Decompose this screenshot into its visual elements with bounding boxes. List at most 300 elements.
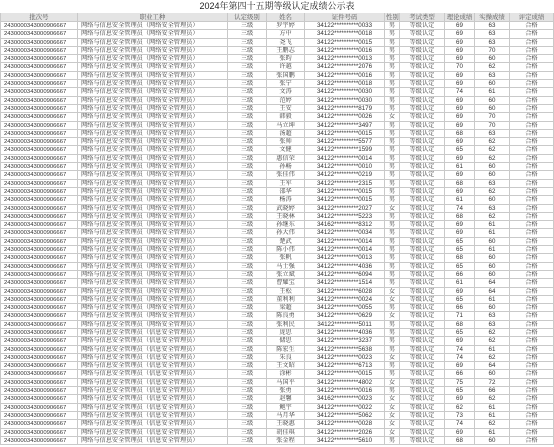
batch-cell: 2430000343000906667 — [0, 271, 78, 279]
practical-score-cell: 63 — [475, 30, 510, 38]
batch-cell: 2430000343000906667 — [0, 346, 78, 354]
occupation-cell: 网络与信息安全管理员（网络安全管理员） — [78, 72, 228, 80]
table-row — [0, 63, 554, 71]
exam-type-cell: 等级认定 — [400, 395, 445, 403]
batch-cell: 2430000343000906667 — [0, 55, 78, 63]
name-cell: 涂彬 — [267, 370, 305, 378]
exam-type-cell: 等级认定 — [400, 437, 445, 445]
practical-score-cell: 66 — [475, 387, 510, 395]
batch-cell: 2430000343000906667 — [0, 395, 78, 403]
level-cell: 三级 — [228, 387, 267, 395]
theory-score-cell: 71 — [445, 312, 475, 320]
gender-cell: 男 — [385, 30, 400, 38]
table-row — [0, 196, 554, 204]
id-number-cell: 34122**********2076 — [305, 63, 385, 71]
exam-type-cell: 等级认定 — [400, 97, 445, 105]
theory-score-cell: 65 — [445, 329, 475, 337]
practical-score-cell: 64 — [475, 279, 510, 287]
table-row — [0, 271, 554, 279]
name-cell: 尧飞 — [267, 39, 305, 47]
exam-type-cell: 等级认定 — [400, 205, 445, 213]
level-cell: 三级 — [228, 379, 267, 387]
occupation-cell: 网络与信息安全管理员（网络安全管理员） — [78, 122, 228, 130]
batch-cell: 2430000343000906667 — [0, 22, 78, 30]
level-cell: 三级 — [228, 63, 267, 71]
name-cell: 文健 — [267, 146, 305, 154]
batch-cell: 2430000343000906667 — [0, 213, 78, 221]
level-cell: 三级 — [228, 404, 267, 412]
occupation-cell: 网络与信息安全管理员（信息安全管理员） — [78, 395, 228, 403]
name-cell: 王晓林 — [267, 213, 305, 221]
gender-cell: 男 — [385, 229, 400, 237]
theory-score-cell: 69 — [445, 171, 475, 179]
id-number-cell: 34122**********6713 — [305, 362, 385, 370]
table-row — [0, 130, 554, 138]
gender-cell: 男 — [385, 337, 400, 345]
result-cell: 合格 — [510, 271, 554, 279]
practical-score-cell: 60 — [475, 97, 510, 105]
batch-cell: 2430000343000906667 — [0, 337, 78, 345]
id-number-cell: 34122**********0219 — [305, 171, 385, 179]
result-cell: 合格 — [510, 238, 554, 246]
occupation-cell: 网络与信息安全管理员（信息安全管理员） — [78, 404, 228, 412]
result-cell: 合格 — [510, 362, 554, 370]
theory-score-cell: 69 — [445, 113, 475, 121]
theory-score-cell: 65 — [445, 246, 475, 254]
name-cell: 庞思 — [267, 329, 305, 337]
table-row — [0, 122, 554, 130]
batch-cell: 2430000343000906667 — [0, 238, 78, 246]
name-cell: 范婷 — [267, 97, 305, 105]
name-cell: 马国平 — [267, 379, 305, 387]
id-number-cell: 34122**********0022 — [305, 404, 385, 412]
name-cell: 胡佳琪 — [267, 429, 305, 437]
exam-type-cell: 等级认定 — [400, 30, 445, 38]
name-cell: 韩毅 — [267, 113, 305, 121]
theory-score-cell: 65 — [445, 296, 475, 304]
id-number-cell: 34122**********0015 — [305, 188, 385, 196]
result-cell: 合格 — [510, 138, 554, 146]
batch-cell: 2430000343000906667 — [0, 105, 78, 113]
gender-cell: 男 — [385, 238, 400, 246]
level-cell: 三级 — [228, 221, 267, 229]
table-row — [0, 312, 554, 320]
id-number-cell: 34122**********0014 — [305, 238, 385, 246]
gender-cell: 男 — [385, 304, 400, 312]
practical-score-cell: 64 — [475, 288, 510, 296]
practical-score-cell: 63 — [475, 312, 510, 320]
level-cell: 三级 — [228, 263, 267, 271]
theory-score-cell: 65 — [445, 146, 475, 154]
result-cell: 合格 — [510, 180, 554, 188]
batch-cell: 2430000343000906667 — [0, 354, 78, 362]
exam-type-cell: 等级认定 — [400, 238, 445, 246]
level-cell: 三级 — [228, 437, 267, 445]
theory-score-cell: 69 — [445, 72, 475, 80]
exam-type-cell: 等级认定 — [400, 163, 445, 171]
table-row — [0, 88, 554, 96]
level-cell: 三级 — [228, 155, 267, 163]
name-cell: 王军 — [267, 180, 305, 188]
name-cell: 张佳伟 — [267, 171, 305, 179]
gender-cell: 男 — [385, 271, 400, 279]
theory-score-cell: 61 — [445, 279, 475, 287]
table-row — [0, 346, 554, 354]
table-row — [0, 229, 554, 237]
result-cell: 合格 — [510, 312, 554, 320]
exam-type-cell: 等级认定 — [400, 246, 445, 254]
table-row — [0, 105, 554, 113]
result-cell: 合格 — [510, 88, 554, 96]
occupation-cell: 网络与信息安全管理员（信息安全管理员） — [78, 420, 228, 428]
id-number-cell: 34122**********0013 — [305, 55, 385, 63]
theory-score-cell: 74 — [445, 346, 475, 354]
result-cell: 合格 — [510, 22, 554, 30]
level-cell: 三级 — [228, 429, 267, 437]
level-cell: 三级 — [228, 163, 267, 171]
practical-score-cell: 62 — [475, 155, 510, 163]
result-cell: 合格 — [510, 105, 554, 113]
id-number-cell: 34122**********4036 — [305, 329, 385, 337]
table-row — [0, 155, 554, 163]
theory-score-cell: 65 — [445, 263, 475, 271]
id-number-cell: 34122**********5062 — [305, 412, 385, 420]
name-cell: 方中 — [267, 30, 305, 38]
level-cell: 三级 — [228, 354, 267, 362]
theory-score-cell: 65 — [445, 238, 475, 246]
practical-score-cell: 62 — [475, 146, 510, 154]
batch-cell: 2430000343000906667 — [0, 312, 78, 320]
occupation-cell: 网络与信息安全管理员（网络安全管理员） — [78, 254, 228, 262]
gender-cell: 男 — [385, 146, 400, 154]
name-cell: 马月华 — [267, 412, 305, 420]
practical-score-cell: 62 — [475, 354, 510, 362]
result-cell: 合格 — [510, 246, 554, 254]
level-cell: 三级 — [228, 329, 267, 337]
practical-score-cell: 62 — [475, 188, 510, 196]
result-cell: 合格 — [510, 55, 554, 63]
table-row — [0, 387, 554, 395]
gender-cell: 女 — [385, 296, 400, 304]
column-header-gender: 性别 — [386, 14, 399, 21]
name-cell: 鲍宇 — [267, 404, 305, 412]
result-cell: 合格 — [510, 80, 554, 88]
result-cell: 合格 — [510, 205, 554, 213]
name-cell: 陈小伟 — [267, 246, 305, 254]
level-cell: 三级 — [228, 321, 267, 329]
practical-score-cell: 63 — [475, 39, 510, 47]
exam-type-cell: 等级认定 — [400, 279, 445, 287]
id-number-cell: 34122**********8179 — [305, 105, 385, 113]
id-number-cell: 34122**********0018 — [305, 80, 385, 88]
occupation-cell: 网络与信息安全管理员（网络安全管理员） — [78, 246, 228, 254]
table-header-row — [0, 13, 554, 22]
id-number-cell: 34122**********0023 — [305, 354, 385, 362]
exam-type-cell: 等级认定 — [400, 22, 445, 30]
table-row — [0, 80, 554, 88]
theory-score-cell: 65 — [445, 387, 475, 395]
table-row — [0, 238, 554, 246]
id-number-cell: 34122**********5011 — [305, 321, 385, 329]
result-cell: 合格 — [510, 171, 554, 179]
column-header-id-number: 证件号码 — [305, 13, 385, 22]
gender-cell: 女 — [385, 354, 400, 362]
exam-type-cell: 等级认定 — [400, 312, 445, 320]
batch-cell: 2430000343000906667 — [0, 155, 78, 163]
level-cell: 三级 — [228, 55, 267, 63]
table-row — [0, 429, 554, 437]
table-row — [0, 146, 554, 154]
practical-score-cell: 62 — [475, 420, 510, 428]
table-row — [0, 412, 554, 420]
id-number-cell: 34122**********0055 — [305, 304, 385, 312]
result-cell: 合格 — [510, 263, 554, 271]
batch-cell: 2430000343000906667 — [0, 163, 78, 171]
level-cell: 三级 — [228, 97, 267, 105]
gender-cell: 男 — [385, 39, 400, 47]
gender-cell: 男 — [385, 180, 400, 188]
result-cell: 合格 — [510, 97, 554, 105]
theory-score-cell: 69 — [445, 30, 475, 38]
name-cell: 杨涛 — [267, 196, 305, 204]
id-number-cell: 34162**********8312 — [305, 221, 385, 229]
gender-cell: 男 — [385, 63, 400, 71]
exam-type-cell: 等级认定 — [400, 354, 445, 362]
id-number-cell: 34122**********5638 — [305, 346, 385, 354]
occupation-cell: 网络与信息安全管理员（网络安全管理员） — [78, 213, 228, 221]
batch-cell: 2430000343000906667 — [0, 362, 78, 370]
batch-cell: 2430000343000906667 — [0, 429, 78, 437]
occupation-cell: 网络与信息安全管理员（网络安全管理员） — [78, 180, 228, 188]
batch-cell: 2430000343000906667 — [0, 63, 78, 71]
theory-score-cell: 69 — [445, 229, 475, 237]
column-header-level: 认定级别 — [228, 13, 267, 22]
exam-type-cell: 等级认定 — [400, 80, 445, 88]
gender-cell: 男 — [385, 22, 400, 30]
occupation-cell: 网络与信息安全管理员（网络安全管理员） — [78, 238, 228, 246]
column-header-batch: 批次号 — [0, 13, 78, 22]
level-cell: 三级 — [228, 180, 267, 188]
theory-score-cell: 69 — [445, 22, 475, 30]
name-cell: 楚武 — [267, 238, 305, 246]
theory-score-cell: 74 — [445, 354, 475, 362]
batch-cell: 2430000343000906667 — [0, 254, 78, 262]
exam-type-cell: 等级认定 — [400, 404, 445, 412]
name-cell: 惠信荣 — [267, 155, 305, 163]
practical-score-cell: 61 — [475, 404, 510, 412]
theory-score-cell: 69 — [445, 429, 475, 437]
occupation-cell: 网络与信息安全管理员（网络安全管理员） — [78, 205, 228, 213]
name-cell: 陈宏生 — [267, 346, 305, 354]
name-cell: 曹耀宝 — [267, 279, 305, 287]
gender-cell: 女 — [385, 205, 400, 213]
result-cell: 合格 — [510, 370, 554, 378]
practical-score-cell: 60 — [475, 271, 510, 279]
id-number-cell: 34122**********0015 — [305, 370, 385, 378]
practical-score-cell: 61 — [475, 296, 510, 304]
occupation-cell: 网络与信息安全管理员（网络安全管理员） — [78, 279, 228, 287]
batch-cell: 2430000343000906667 — [0, 80, 78, 88]
batch-cell: 2430000343000906667 — [0, 279, 78, 287]
table-row — [0, 395, 554, 403]
occupation-cell: 网络与信息安全管理员（网络安全管理员） — [78, 288, 228, 296]
theory-score-cell: 61 — [445, 163, 475, 171]
result-cell: 合格 — [510, 412, 554, 420]
batch-cell: 2430000343000906667 — [0, 113, 78, 121]
table-row — [0, 370, 554, 378]
theory-score-cell: 69 — [445, 47, 475, 55]
practical-score-cell: 62 — [475, 138, 510, 146]
name-cell: 孙继东 — [267, 221, 305, 229]
result-cell: 合格 — [510, 188, 554, 196]
batch-cell: 2430000343000906667 — [0, 229, 78, 237]
name-cell: 张勇 — [267, 387, 305, 395]
level-cell: 三级 — [228, 337, 267, 345]
exam-type-cell: 等级认定 — [400, 47, 445, 55]
level-cell: 三级 — [228, 205, 267, 213]
table-row — [0, 39, 554, 47]
practical-score-cell: 62 — [475, 395, 510, 403]
batch-cell: 2430000343000906667 — [0, 221, 78, 229]
level-cell: 三级 — [228, 130, 267, 138]
result-cell: 合格 — [510, 321, 554, 329]
batch-cell: 2430000343000906667 — [0, 180, 78, 188]
result-cell: 合格 — [510, 163, 554, 171]
name-cell: 许越 — [267, 63, 305, 71]
practical-score-cell: 61 — [475, 229, 510, 237]
exam-type-cell: 等级认定 — [400, 263, 445, 271]
gender-cell: 男 — [385, 130, 400, 138]
gender-cell: 男 — [385, 279, 400, 287]
exam-type-cell: 等级认定 — [400, 304, 445, 312]
practical-score-cell: 62 — [475, 337, 510, 345]
theory-score-cell: 69 — [445, 337, 475, 345]
gender-cell: 男 — [385, 437, 400, 445]
table-row — [0, 288, 554, 296]
id-number-cell: 34122**********0024 — [305, 296, 385, 304]
result-cell: 合格 — [510, 229, 554, 237]
level-cell: 三级 — [228, 171, 267, 179]
practical-score-cell: 60 — [475, 254, 510, 262]
gender-cell: 男 — [385, 196, 400, 204]
occupation-cell: 网络与信息安全管理员（网络安全管理员） — [78, 304, 228, 312]
exam-type-cell: 等级认定 — [400, 196, 445, 204]
theory-score-cell: 70 — [445, 63, 475, 71]
exam-type-cell: 等级认定 — [400, 296, 445, 304]
result-cell: 合格 — [510, 304, 554, 312]
batch-cell: 2430000343000906667 — [0, 379, 78, 387]
column-header-occupation: 职业工种 — [78, 13, 228, 22]
exam-type-cell: 等级认定 — [400, 346, 445, 354]
result-cell: 合格 — [510, 196, 554, 204]
occupation-cell: 网络与信息安全管理员（信息安全管理员） — [78, 429, 228, 437]
table-row — [0, 254, 554, 262]
batch-cell: 2430000343000906667 — [0, 304, 78, 312]
occupation-cell: 网络与信息安全管理员（信息安全管理员） — [78, 412, 228, 420]
name-cell: 王松 — [267, 288, 305, 296]
table-row — [0, 329, 554, 337]
batch-cell: 2430000343000906667 — [0, 437, 78, 445]
exam-type-cell: 等级认定 — [400, 221, 445, 229]
level-cell: 三级 — [228, 362, 267, 370]
occupation-cell: 网络与信息安全管理员（网络安全管理员） — [78, 55, 228, 63]
level-cell: 三级 — [228, 72, 267, 80]
table-row — [0, 72, 554, 80]
result-cell: 合格 — [510, 337, 554, 345]
result-cell: 合格 — [510, 429, 554, 437]
level-cell: 三级 — [228, 88, 267, 96]
practical-score-cell: 70 — [475, 47, 510, 55]
batch-cell: 2430000343000906667 — [0, 171, 78, 179]
practical-score-cell: 61 — [475, 429, 510, 437]
batch-cell: 2430000343000906667 — [0, 97, 78, 105]
result-cell: 合格 — [510, 329, 554, 337]
level-cell: 三级 — [228, 271, 267, 279]
gender-cell: 男 — [385, 171, 400, 179]
exam-type-cell: 等级认定 — [400, 105, 445, 113]
batch-cell: 2430000343000906667 — [0, 72, 78, 80]
table-row — [0, 246, 554, 254]
name-cell: 孙畅 — [267, 163, 305, 171]
exam-type-cell: 等级认定 — [400, 288, 445, 296]
result-cell: 合格 — [510, 122, 554, 130]
result-cell: 合格 — [510, 395, 554, 403]
name-cell: 武晓婷 — [267, 205, 305, 213]
result-cell: 合格 — [510, 437, 554, 445]
exam-type-cell: 等级认定 — [400, 213, 445, 221]
table-row — [0, 171, 554, 179]
column-header-name: 姓名 — [267, 13, 305, 22]
occupation-cell: 网络与信息安全管理员（网络安全管理员） — [78, 171, 228, 179]
batch-cell: 2430000343000906667 — [0, 387, 78, 395]
table-row — [0, 30, 554, 38]
theory-score-cell: 74 — [445, 205, 475, 213]
column-header-result: 评定成绩 — [510, 13, 554, 22]
id-number-cell: 34122**********6094 — [305, 271, 385, 279]
occupation-cell: 网络与信息安全管理员（信息安全管理员） — [78, 437, 228, 445]
theory-score-cell: 69 — [445, 80, 475, 88]
batch-cell: 2430000343000906667 — [0, 88, 78, 96]
exam-type-cell: 等级认定 — [400, 379, 445, 387]
practical-score-cell: 60 — [475, 196, 510, 204]
batch-cell: 2430000343000906667 — [0, 420, 78, 428]
gender-cell: 男 — [385, 55, 400, 63]
name-cell: 董利利 — [267, 296, 305, 304]
table-row — [0, 337, 554, 345]
table-row — [0, 296, 554, 304]
table-row — [0, 404, 554, 412]
practical-score-cell: 62 — [475, 213, 510, 221]
occupation-cell: 网络与信息安全管理员（网络安全管理员） — [78, 312, 228, 320]
exam-type-cell: 等级认定 — [400, 321, 445, 329]
id-number-cell: 34122**********0028 — [305, 420, 385, 428]
exam-type-cell: 等级认定 — [400, 130, 445, 138]
id-number-cell: 34122**********0015 — [305, 196, 385, 204]
theory-score-cell: 69 — [445, 221, 475, 229]
practical-score-cell: 63 — [475, 72, 510, 80]
table-row — [0, 379, 554, 387]
result-cell: 合格 — [510, 72, 554, 80]
result-cell: 合格 — [510, 30, 554, 38]
result-cell: 合格 — [510, 146, 554, 154]
exam-type-cell: 等级认定 — [400, 254, 445, 262]
occupation-cell: 网络与信息安全管理员（网络安全管理员） — [78, 146, 228, 154]
exam-type-cell: 等级认定 — [400, 271, 445, 279]
level-cell: 三级 — [228, 296, 267, 304]
exam-type-cell: 等级认定 — [400, 370, 445, 378]
exam-type-cell: 等级认定 — [400, 329, 445, 337]
column-header-exam-type: 考试类型 — [400, 13, 445, 22]
